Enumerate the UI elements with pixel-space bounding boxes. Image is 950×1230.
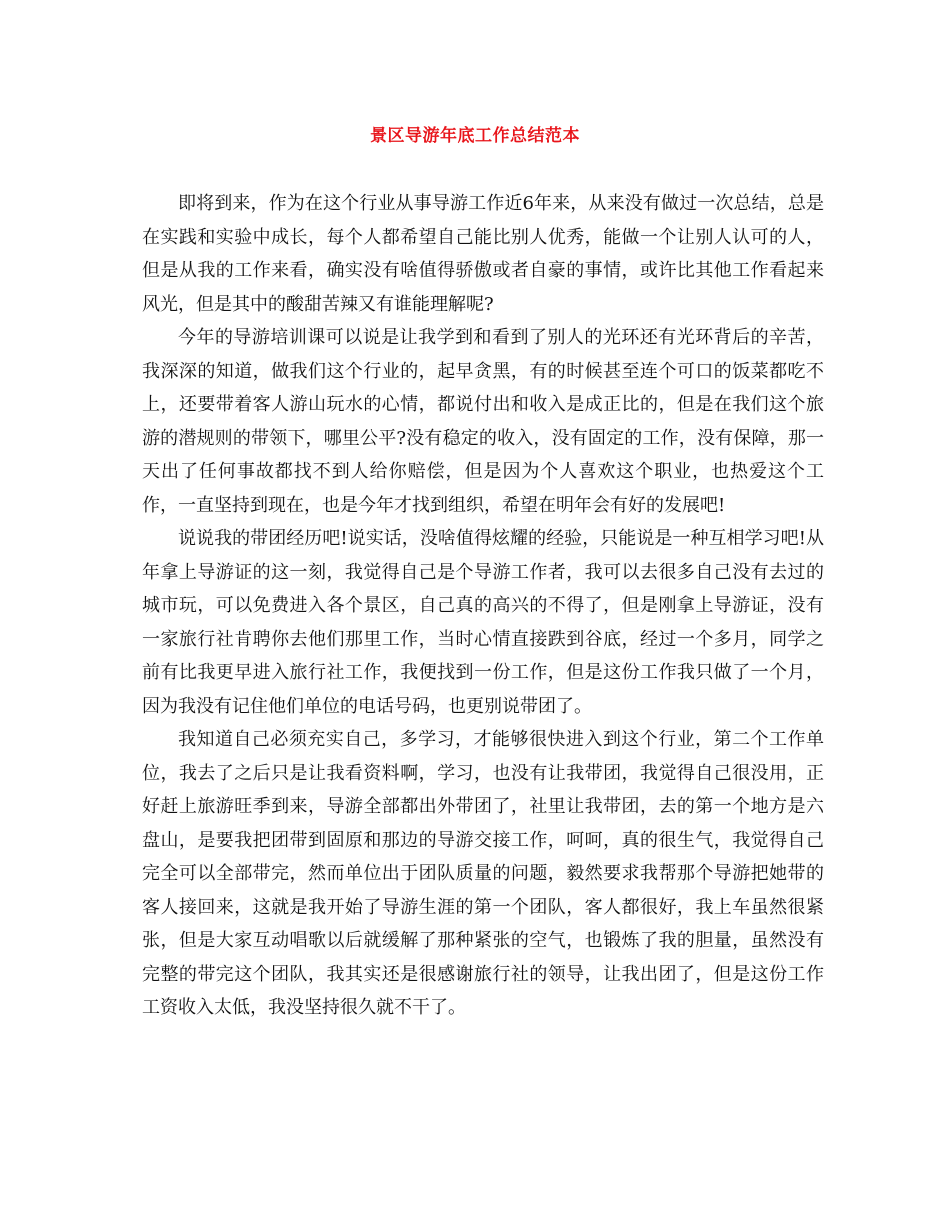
paragraph: 我知道自己必须充实自己，多学习，才能够很快进入到这个行业，第二个工作单位，我去了之后只是让我看资料啊，学习，也没有让我带团，我觉得自己很没用，正好赶上旅游旺季到来，导游全部都出外带团了，社里让我带团，去的第一个地方是六盘山，是要我把团带到固原和那边的导游交接工作，呵呵，真的很生气，我觉得自己完全可以全部带完，然而单位出于团队质量的问题，毅然要求我帮那个导游把她带的客人接回来，这就是我开始了导游生涯的第一个团队，客人都很好，我上车虽然很紧张，但是大家互动唱歌以后就缓解了那种紧张的空气，也锻炼了我的胆量，虽然没有完整的带完这个团队，我其实还是很感谢旅行社的领导，让我出团了，但是这份工作工资收入太低，我没坚持很久就不干了。 — [142, 729, 824, 1018]
paragraph: 即将到来，作为在这个行业从事导游工作近6年来，从来没有做过一次总结，总是在实践和实验中成长，每个人都希望自己能比别人优秀，能做一个让别人认可的人，但是从我的工作来看，确实没有啥值得骄傲或者自豪的事情，或许比其他工作看起来风光，但是其中的酸甜苦辣又有谁能理解呢? — [142, 193, 824, 315]
document-body — [142, 187, 824, 1025]
paragraph: 今年的导游培训课可以说是让我学到和看到了别人的光环还有光环背后的辛苦，我深深的知道，做我们这个行业的，起早贪黑，有的时候甚至连个可口的饭菜都吃不上，还要带着客人游山玩水的心情，都说付出和收入是成正比的，但是在我们这个旅游的潜规则的带领下，哪里公平?没有稳定的收入，没有固定的工作，没有保障，那一天出了任何事故都找不到人给你赔偿，但是因为个人喜欢这个职业，也热爱这个工作，一直坚持到现在，也是今年才找到组织，希望在明年会有好的发展吧! — [142, 327, 824, 516]
paragraph: 说说我的带团经历吧!说实话，没啥值得炫耀的经验，只能说是一种互相学习吧!从年拿上导游证的这一刻，我觉得自己是个导游工作者，我可以去很多自己没有去过的城市玩，可以免费进入各个景区，自己真的高兴的不得了，但是刚拿上导游证，没有一家旅行社肯聘你去他们那里工作，当时心情直接跌到谷底，经过一个多月，同学之前有比我更早进入旅行社工作，我便找到一份工作，但是这份工作我只做了一个月，因为我没有记住他们单位的电话号码，也更别说带团了。 — [142, 528, 824, 717]
document-title: 景区导游年底工作总结范本 — [370, 126, 580, 146]
